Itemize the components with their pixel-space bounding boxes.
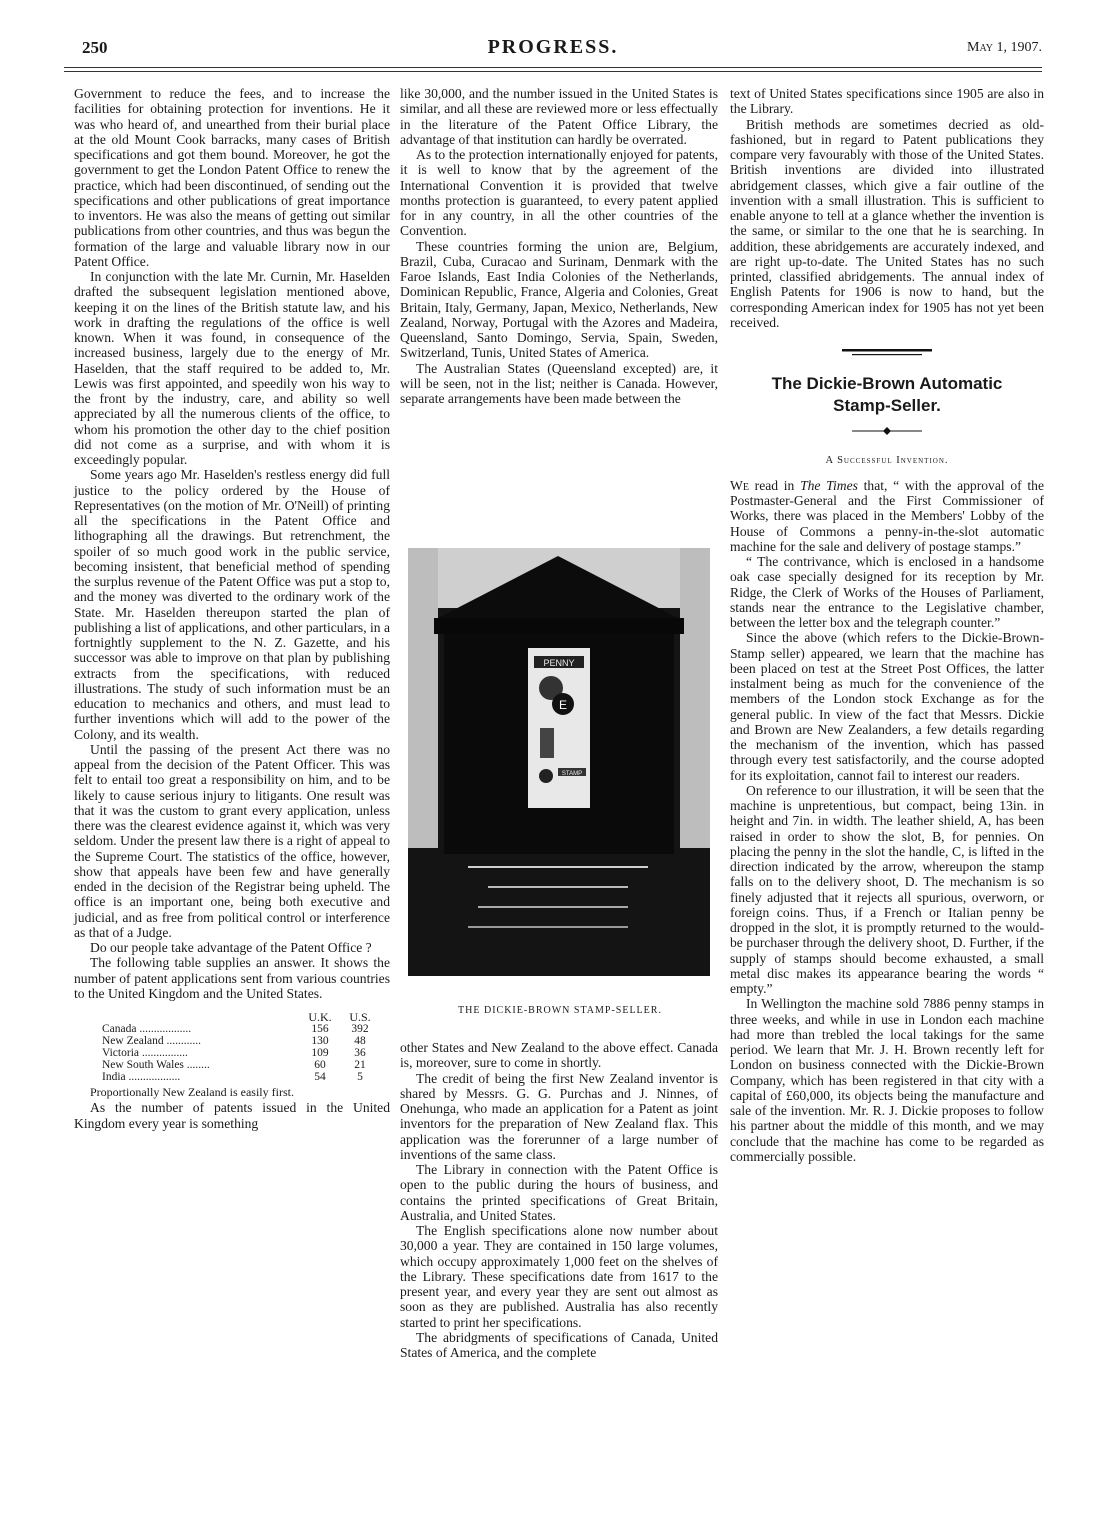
paragraph: In conjunction with the late Mr. Curnin, Mr. Haselden drafted the subsequent legislation mentioned above, keeping it on the lines of the British statute law, and his work in drafting the regulations of the office is well known. When it was found, in consequence of the increased business, largely due to the energy of Mr. Haselden, that the staff required to be added to, Mr. Lewis was first appointed, and speedily won his way to the front by the industry, care, and ability so well appreciated by all the numerous clients of the office, to whom his promotion the other day to the chief position did not come as a surprise, and with whom it is exceedingly popular. (74, 269, 390, 467)
patent-applications-table (102, 1011, 380, 1083)
paragraph: Do our people take advantage of the Patent Office ? (90, 940, 372, 955)
paragraph: British methods are sometimes decried as old-fashioned, but in regard to Patent publications they compare very favourably with those of the United States. British inventions are divided into illustrated abridgement classes, which give a fair outline of the invention with a small illustration. This is sufficient to enable anyone to tell at a glance whether the invention is the same, or similar to the one that he is searching. In addition, these abridgements are accurately indexed, and are right up-to-date. The United States has no such printed, classified abridgements. The annual index of English Patents for 1906 is now to hand, but the corresponding American index for 1905 has not yet been received. (730, 116, 1044, 330)
table-row (102, 1035, 380, 1047)
paragraph: Some years ago Mr. Haselden's restless energy did full justice to the policy ordered by the House of Representatives (on the motion of Mr. O'Neill) of printing all the specifications in the Patent Office and lithographing all the drawings. But retrenchment, the spoiler of so much good work in the public service, becoming insistent, that beneficial method of spending the surplus revenue of the Patent Office was put a stop to, and the money was diverted to the ordinary work of the State. Mr. Haselden thereupon started the plan of publishing a list of applications, and other particulars, in a fortnightly supplement to the N. Z. Gazette, and his successor was able to improve on that plan by publishing extracts from the specifications, with reduced illustrations. The study of such information must be an education to mechanics and others, and must lead to further inventions which will add to the power of the Colony, and its wealth. (74, 467, 390, 742)
paragraph: Government to reduce the fees, and to increase the facilities for obtaining protection for inventions. He it was who heard of, and unearthed from their burial place at the old Mount Cook barracks, many cases of British specifications and got them bound. Moreover, he got the government to get the London Patent Office to renew the practice, which had been discontinued, of sending out the specifications and other publications of great importance to inventors. He was also the means of getting out similar publications from other countries, and thus was begun the formation of the large and valuable library now in our Patent Office. (74, 86, 390, 269)
paragraph: As the number of patents issued in the United Kingdom every year is something (74, 1100, 390, 1131)
figure-label-stamp: STAMP (561, 771, 583, 777)
table-row (102, 1071, 380, 1083)
paragraph: Until the passing of the present Act there was no appeal from the decision of the Patent Officer. This was felt to entail too great a responsibility on him, and to be likely to cause serious injury to litigants. One result was that it was the custom to grant every application, unless there was the clearest evidence against it, which was very seldom. Under the present law there is a right of appeal to the Supreme Court. The statistics of the office, however, show that appeals have been few and have generally ended in the decision of the Registrar being upheld. The office is an important one, being both executive and judicial, and as free from political control or interference as that of a Judge. (74, 741, 390, 940)
issue-date: May 1, 1907. (967, 40, 1042, 55)
paragraph: In Wellington the machine sold 7886 penny stamps in three weeks, and while in use in London each machine had more than trebled the local takings for the same period. We learn that Mr. J. H. Brown recently left for London on business connected with the Dickie-Brown Company, which has been registered in that city with a capital of £60,000, its objects being the manufacture and sale of the invention. Mr. R. J. Dickie proposes to follow his partner about the middle of this month, and we may conclude that the machine has come to be regarded as commercially possible. (730, 996, 1044, 1164)
table-cell: 36 (354, 1047, 366, 1059)
table-row (102, 1023, 380, 1035)
table-cell: 156 (311, 1023, 329, 1035)
table-row (102, 1047, 380, 1059)
publication-name: The Times (800, 477, 858, 493)
masthead-title: PROGRESS. (487, 36, 619, 58)
figure-label-penny: PENNY (543, 658, 575, 668)
headline-ornament (730, 423, 1044, 438)
paragraph: The English specifications alone now number about 30,000 a year. They are contained in 150 large volumes, which occupy approximately 1,000 feet on the shelves of the Library. These specifications date from 1617 to the present year, and every year they are sent out almost as soon as they are published. Australia has also recently started to print her specifications. (400, 1223, 718, 1330)
page-number: 250 (82, 38, 108, 57)
article-subhead: A Successful Invention. (825, 454, 949, 466)
table-cell: 392 (351, 1023, 369, 1035)
text-run: read in (748, 477, 801, 493)
table-cell: India .................. (102, 1071, 181, 1083)
paragraph: Since the above (which refers to the Dickie-Brown-Stamp seller) appeared, we learn that the machine has been placed on test at the Street Post Offices, the latter instalment being as much for the convenience of the members of the London stock Exchange as for the general public. In view of the fact that Messrs. Dickie and Brown are New Zealanders, a few details regarding the mechanism of the invention, which has passed through every test satisfactorily, and the course adopted for its exploitation, cannot fail to interest our readers. (730, 630, 1044, 783)
header-rule (64, 67, 1042, 68)
paragraph: The abridgments of specifications of Canada, United States of America, and the complete (400, 1329, 718, 1360)
column-left (74, 86, 390, 1131)
text-run: that, “ with the approval of the Postmaster-General and the First Commissioner of Works, there was placed in the Members' Lobby of the House of Commons a penny-in-the-slot automatic machine for the sale and delivery of postage stamps.” (730, 477, 1044, 554)
paragraph: As to the protection internationally enjoyed for patents, it is well to know that by the agreement of the International Convention it is provided that twelve months protection is guaranteed, to every patent applied for in any country, in all the other countries of the Convention. (400, 147, 718, 239)
header-rule-secondary (64, 71, 1042, 72)
paragraph: The Library in connection with the Patent Office is open to the public during the hours of business, and contains the printed specifications of Great Britain, Australia, and United States. (400, 1162, 718, 1223)
paragraph (730, 478, 1044, 554)
diamond-rule-icon (852, 427, 922, 435)
column-middle (400, 86, 718, 406)
table-cell: New Zealand ............ (102, 1035, 201, 1047)
table-cell: 54 (314, 1071, 326, 1083)
table-cell: Canada .................. (102, 1023, 192, 1035)
drop-word: We (730, 477, 749, 493)
article-headline (730, 373, 1044, 417)
table-header (102, 1011, 300, 1023)
table-row (102, 1059, 380, 1071)
table-cell: 130 (311, 1035, 329, 1047)
table-cell: Victoria ................ (102, 1047, 188, 1059)
paragraph: like 30,000, and the number issued in the United States is similar, and all these are reviewed more or less effectually in the literature of the Patent Office Library, the advantage of that institution can hardly be overrated. (400, 86, 718, 147)
column-right (730, 86, 1044, 1164)
table-cell: 5 (357, 1071, 363, 1083)
paragraph: text of United States specifications since 1905 are also in the Library. (730, 86, 1044, 117)
paragraph: The credit of being the first New Zealand inventor is shared by Messrs. G. G. Purchas and J. Ninnes, of Onehunga, who made an application for a Patent as joint inventors for the preparation of New Zealand flax. This application was the forerunner of a large number of inventions of the same class. (400, 1070, 718, 1162)
table-header: U.K. (308, 1010, 332, 1024)
stamp-seller-illustration (408, 548, 710, 976)
table-header: U.S. (349, 1010, 371, 1024)
headline-line: The Dickie-Brown Automatic (771, 374, 1003, 394)
table-cell: New South Wales ........ (102, 1059, 210, 1071)
table-cell: 60 (314, 1059, 326, 1071)
table-cell: 109 (311, 1047, 329, 1059)
table-header-row (102, 1011, 380, 1023)
headline-line: Stamp-Seller. (833, 396, 941, 416)
paragraph: other States and New Zealand to the above effect. Canada is, moreover, sure to come in shortly. (400, 1040, 718, 1071)
paragraph: “ The contrivance, which is enclosed in a handsome oak case specially designed for its reception by Mr. Ridge, the Clerk of Works of the Houses of Parliament, stands near the entrance to the Legislative chamber, between the letter box and the telegraph counter.” (730, 554, 1044, 630)
table-note: Proportionally New Zealand is easily first. (90, 1085, 294, 1099)
section-divider (730, 346, 1044, 361)
page-header (64, 36, 1042, 66)
column-middle-lower (400, 1040, 718, 1360)
paragraph: The Australian States (Queensland excepted) are, it will be seen, not in the list; neither is Canada. However, separate arrangements have been made between the (400, 360, 718, 406)
paragraph: The following table supplies an answer. It shows the number of patent applications sent from various countries to the United Kingdom and the United States. (74, 955, 390, 1001)
paragraph: These countries forming the union are, Belgium, Brazil, Cuba, Curacao and Surinam, Denmark with the Faroe Islands, East India Colonies of the Netherlands, Dominican Republic, France, Algeria and Colonies, Great Britain, Italy, Germany, Japan, Mexico, Netherlands, New Zealand, Norway, Portugal with the Azores and Madeira, Queensland, Santo Domingo, Servia, Spain, Sweden, Switzerland, Tunis, United States of America. (400, 238, 718, 361)
figure-caption: THE DICKIE-BROWN STAMP-SELLER. (458, 1005, 662, 1016)
figure-label-e: E (558, 698, 568, 712)
table-cell: 21 (354, 1059, 366, 1071)
stamp-seller-photograph (408, 548, 710, 976)
divider-ornament (842, 348, 932, 358)
table-cell: 48 (354, 1035, 366, 1047)
paragraph: On reference to our illustration, it will be seen that the machine is unpretentious, but compact, being 13in. in height and 7in. in width. The leather shield, A, has been raised in order to show the slot, B, for pennies. On placing the penny in the slot the handle, C, is lifted in the direction indicated by the arrow, whereupon the stamp falls on to the delivery shoot, D. The mechanism is so finely adjusted that it rejects all spurious, overworn, or foreign coins. Thus, if a French or Italian penny be dropped in the slot, it is promptly returned to the would-be purchaser through the delivery shoot, D. Further, if the supply of stamps should become exhausted, a small metal disc makes its appearance bearing the words “ empty.” (730, 782, 1044, 996)
